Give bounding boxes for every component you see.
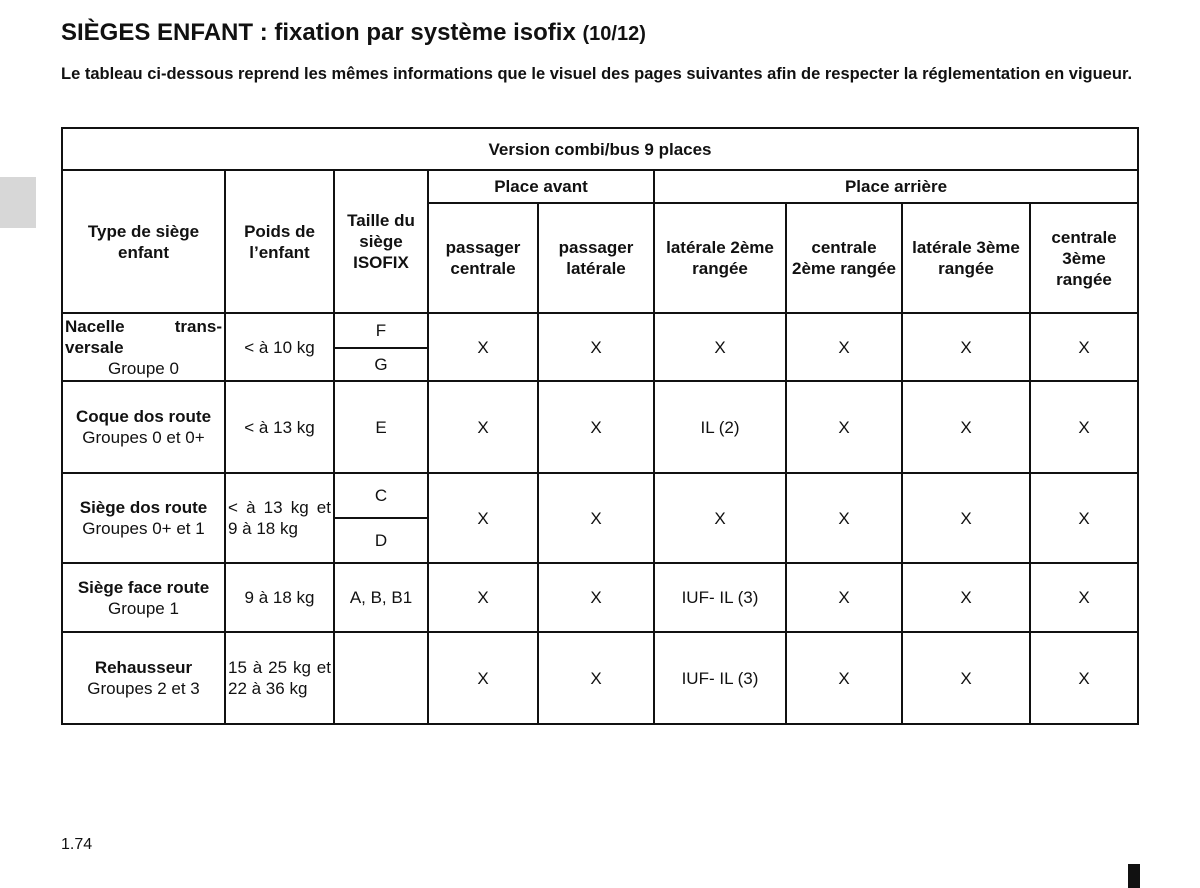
header-taille: Taille du siège ISOFIX <box>334 170 428 313</box>
header-col: centrale 3ème rangée <box>1030 203 1138 313</box>
value-cell: X <box>428 563 538 632</box>
weight-cell <box>225 473 334 563</box>
value-cell: X <box>538 381 654 473</box>
value-cell: X <box>786 381 902 473</box>
value-cell: X <box>538 313 654 381</box>
title-main: SIÈGES ENFANT : fixation par système isofix <box>61 19 576 46</box>
value-cell: X <box>538 632 654 724</box>
seat-type: Siège dos route <box>79 498 208 517</box>
value-cell: X <box>1030 632 1138 724</box>
seat-type-cell <box>62 563 225 632</box>
value-cell: X <box>1030 381 1138 473</box>
seat-group: Groupes 2 et 3 <box>87 679 200 698</box>
value-cell: X <box>902 313 1030 381</box>
table-row <box>62 381 1138 473</box>
header-col: latérale 2ème rangée <box>654 203 786 313</box>
value-cell: X <box>1030 473 1138 563</box>
value-cell: X <box>786 313 902 381</box>
value-cell: X <box>654 473 786 563</box>
intro-paragraph: Le tableau ci-dessous reprend les mêmes informations que le visuel des pages suivantes afin de respecter la réglementation en vigueur. <box>61 65 1133 83</box>
value-cell: IUF- IL (3) <box>654 563 786 632</box>
value-cell: X <box>902 473 1030 563</box>
seat-type: Siège face route <box>77 577 210 597</box>
isofix-table <box>61 127 1139 725</box>
seat-type-cell <box>62 473 225 563</box>
value-cell: X <box>428 381 538 473</box>
seat-group: Groupe 0 <box>108 358 179 378</box>
chapter-tab-marker <box>0 177 36 228</box>
size-cell <box>334 632 428 724</box>
weight-cell: < à 10 kg <box>225 313 334 381</box>
table-row <box>62 632 1138 724</box>
value-cell: X <box>538 473 654 563</box>
header-col: passager centrale <box>428 203 538 313</box>
page-title <box>61 19 646 47</box>
value-cell: X <box>428 313 538 381</box>
table-row <box>62 313 1138 348</box>
page-edge-marker <box>1128 864 1140 888</box>
seat-group: Groupes 0+ et 1 <box>82 519 205 538</box>
seat-type-cell <box>62 632 225 724</box>
seat-group: Groupe 1 <box>108 598 179 618</box>
header-place-arriere: Place arrière <box>654 170 1138 203</box>
weight-cell: 9 à 18 kg <box>225 563 334 632</box>
header-col: passager latérale <box>538 203 654 313</box>
size-cell: E <box>334 381 428 473</box>
page-number: 1.74 <box>61 836 93 853</box>
value-cell: X <box>428 473 538 563</box>
value-cell: IL (2) <box>654 381 786 473</box>
title-page-counter: (10/12) <box>582 23 646 45</box>
value-cell: X <box>538 563 654 632</box>
seat-type-cell <box>62 381 225 473</box>
value-cell: X <box>902 632 1030 724</box>
size-cell: C <box>334 473 428 518</box>
value-cell: X <box>902 563 1030 632</box>
header-place-avant: Place avant <box>428 170 654 203</box>
weight-cell: < à 13 kg <box>225 381 334 473</box>
seat-type: Coque dos route <box>75 407 212 426</box>
size-cell: D <box>334 518 428 563</box>
header-type: Type de siège enfant <box>62 170 225 313</box>
value-cell: X <box>786 473 902 563</box>
value-cell: X <box>654 313 786 381</box>
value-cell: X <box>902 381 1030 473</box>
header-col: centrale 2ème rangée <box>786 203 902 313</box>
seat-type: Rehausseur <box>94 658 193 677</box>
seat-type: Nacelle trans-versale <box>65 316 222 357</box>
value-cell: IUF- IL (3) <box>654 632 786 724</box>
value-cell: X <box>1030 313 1138 381</box>
header-col: latérale 3ème rangée <box>902 203 1030 313</box>
value-cell: X <box>428 632 538 724</box>
value-cell: X <box>786 563 902 632</box>
size-cell: F <box>334 313 428 348</box>
value-cell: X <box>786 632 902 724</box>
value-cell: X <box>1030 563 1138 632</box>
seat-group: Groupes 0 et 0+ <box>82 428 205 447</box>
weight-value: 15 à 25 kg et 22 à 36 kg <box>228 658 331 698</box>
table-row <box>62 473 1138 518</box>
size-cell: G <box>334 348 428 381</box>
header-poids: Poids de l’enfant <box>225 170 334 313</box>
weight-value: < à 13 kg et 9 à 18 kg <box>228 498 331 538</box>
weight-cell <box>225 632 334 724</box>
size-cell: A, B, B1 <box>334 563 428 632</box>
table-row <box>62 563 1138 632</box>
version-header: Version combi/bus 9 places <box>62 128 1138 170</box>
seat-type-cell <box>62 313 225 381</box>
